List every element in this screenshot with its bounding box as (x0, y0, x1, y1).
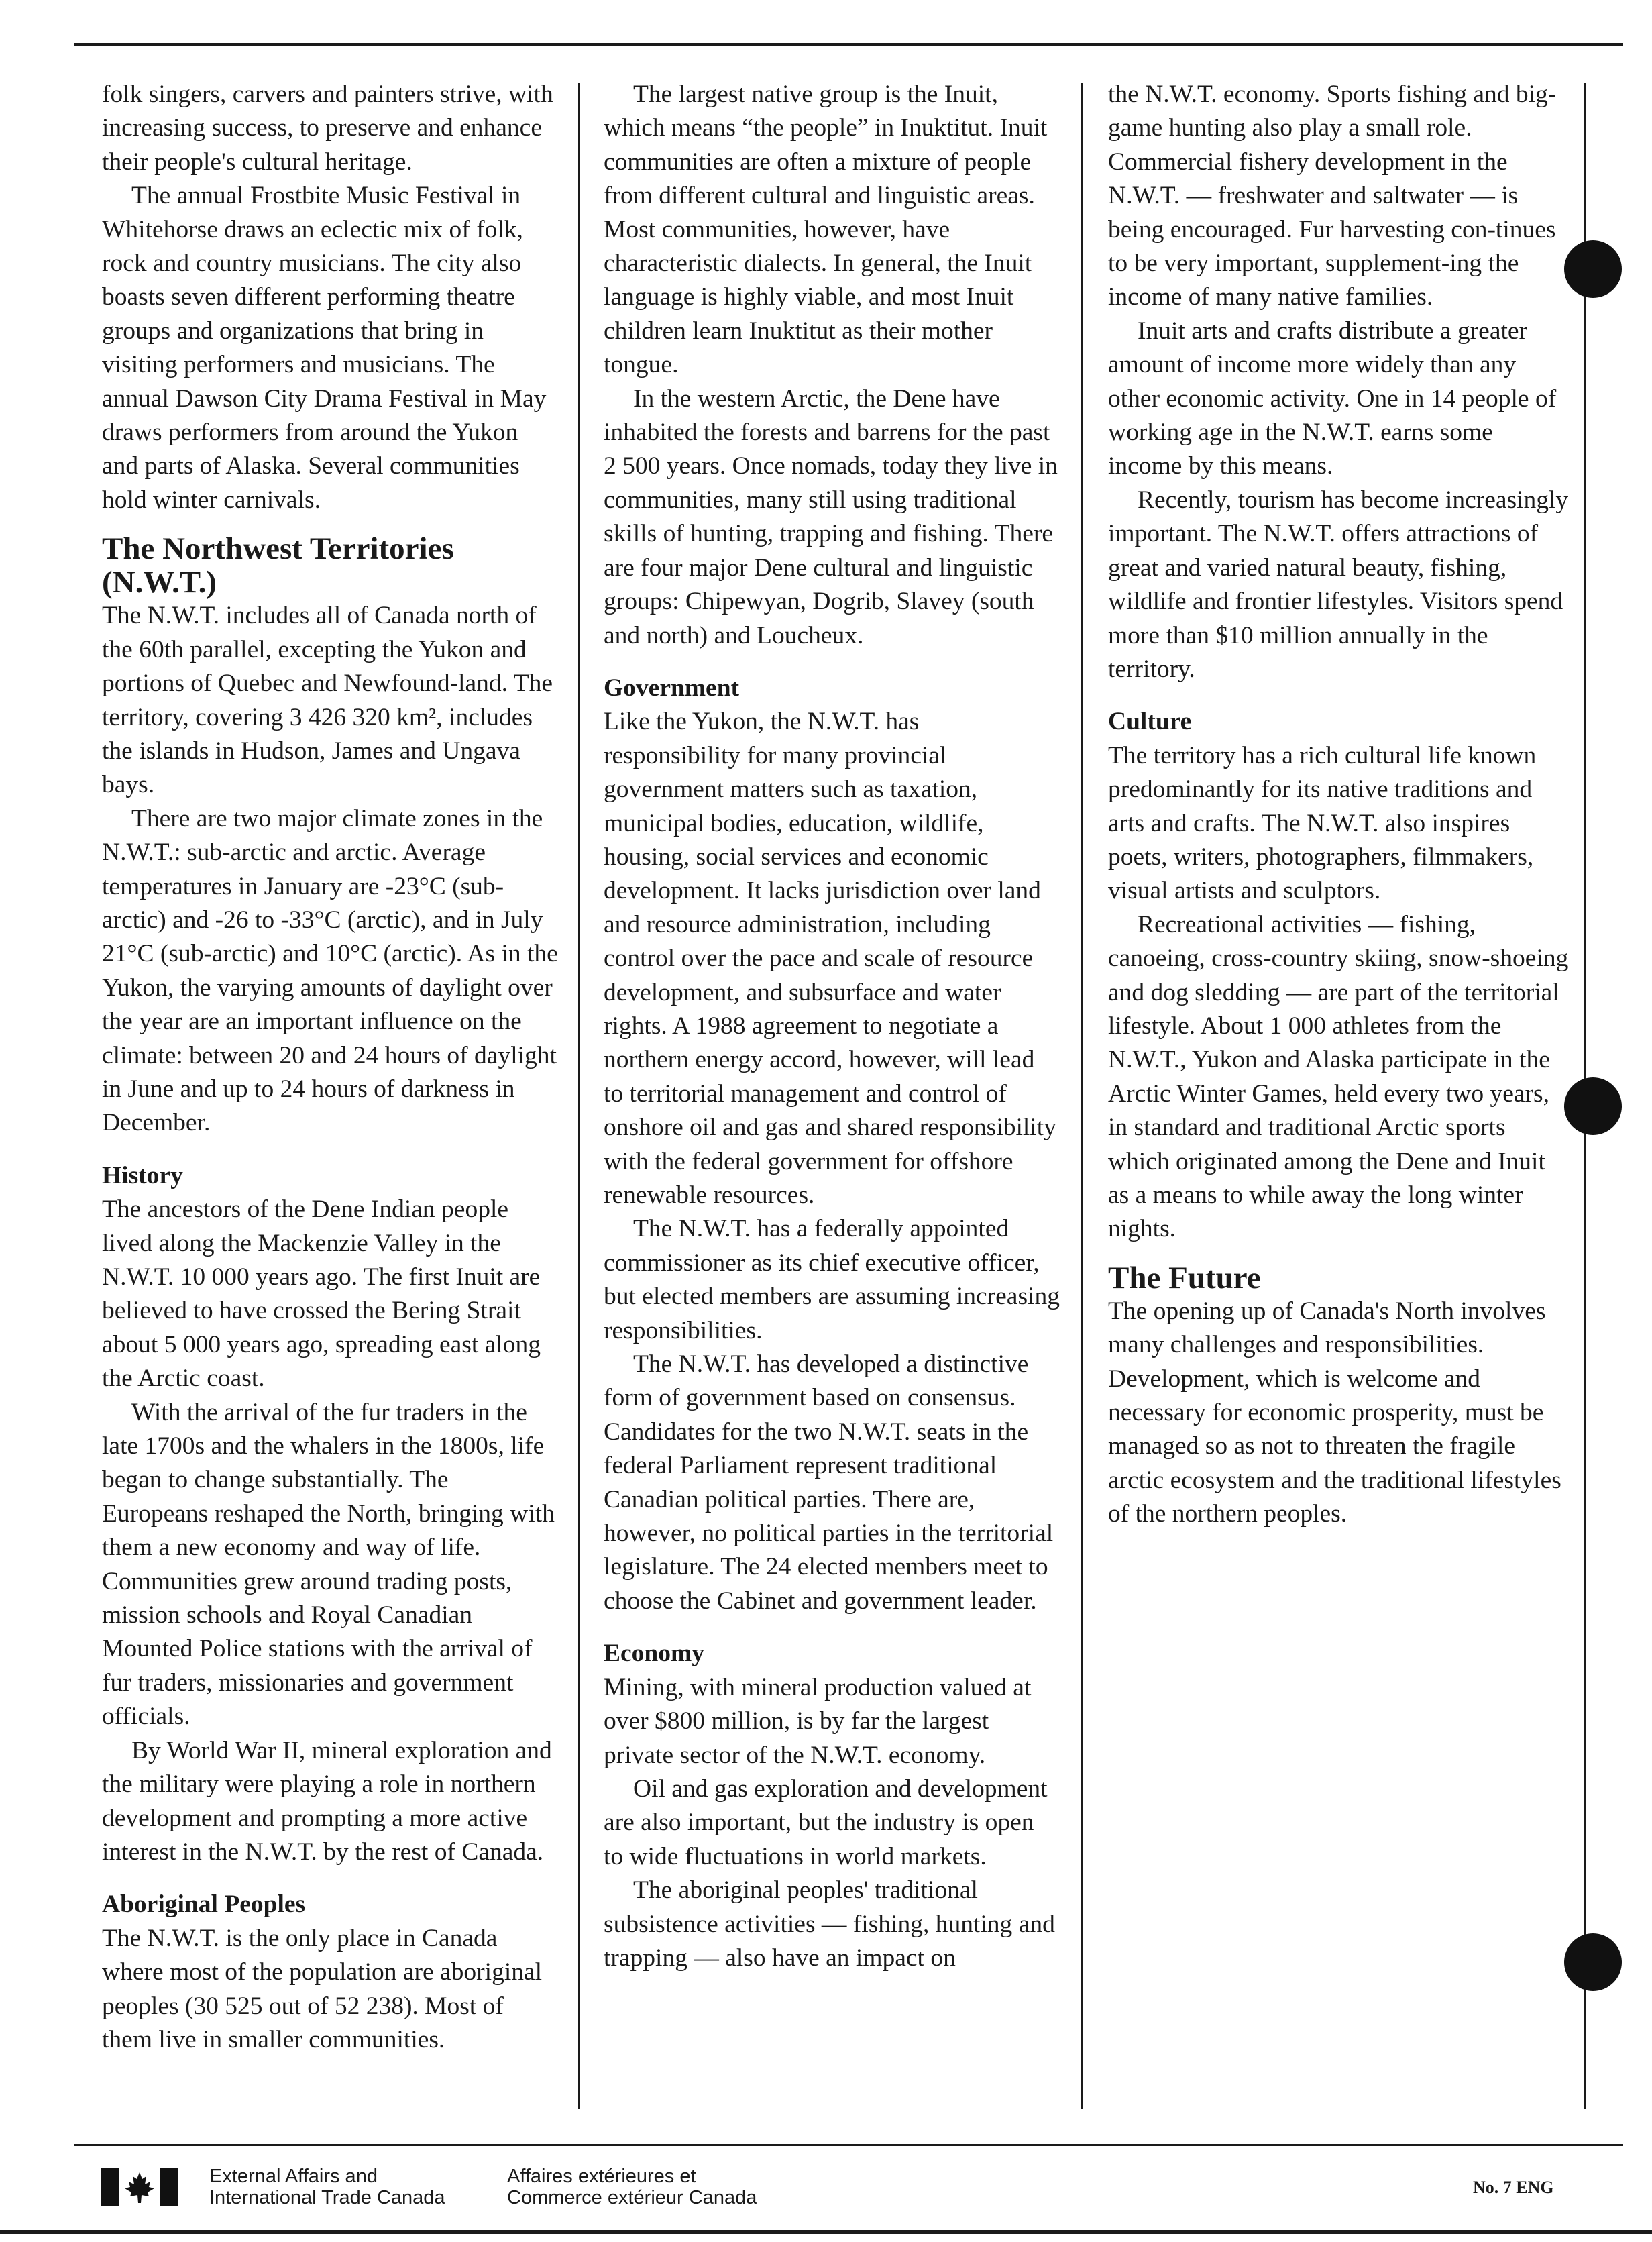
paragraph: the N.W.T. economy. Sports fishing and big-game hunting also play a small role. Commercial fishery development in the N.W.T. — freshwater and saltwater — is being encouraged. Fur harvesting con-tinues to be very important, supplement-ing the income of many native families. (1108, 81, 1557, 311)
column-2 (604, 78, 1060, 1975)
punch-hole-middle (1564, 1077, 1622, 1135)
paragraph: Recently, tourism has become increasingly important. The N.W.T. offers attractions of great and varied natural beauty, fishing, wildlife and frontier lifestyles. Visitors spend more than $10 million annually in the territory. (1108, 486, 1569, 683)
column-divider-1 (578, 83, 580, 2109)
paragraph: The N.W.T. has a federally appointed commissioner as its chief executive officer, but elected members are assuming increasing responsibilities. (604, 1215, 1060, 1344)
footer-top-rule (74, 2144, 1623, 2146)
paragraph: The largest native group is the Inuit, which means “the people” in Inuktitut. Inuit communities are often a mixture of people from different cultural and linguistic areas. Most communities, however, have characteristic dialects. In general, the Inuit language is highly viable, and most Inuit children learn Inuktitut as their mother tongue. (604, 81, 1048, 379)
department-name-french: Affaires extérieures et Commerce extérieur Canada (507, 2166, 757, 2208)
department-name-english: External Affairs and International Trade Canada (209, 2166, 445, 2208)
paragraph: In the western Arctic, the Dene have inhabited the forests and barrens for the past 2 500 years. Once nomads, today they live in communities, many still using traditional skills of hunting, trapping and fishing. There are four major Dene cultural and linguistic groups: Chipewyan, Dogrib, Slavey (south and north) and Loucheux. (604, 384, 1058, 649)
column-divider-2 (1081, 83, 1083, 2109)
canada-flag-icon (101, 2168, 178, 2206)
paragraph: The annual Frostbite Music Festival in Whitehorse draws an eclectic mix of folk, rock and country musicians. The city also boasts seven different performing theatre groups and organizations that bring in visiting performers and musicians. The annual Dawson City Drama Festival in May draws performers from around the Yukon and parts of Alaska. Several communities hold winter carnivals. (102, 182, 547, 514)
column-3 (1108, 78, 1571, 1532)
subsection-heading: Government (604, 674, 740, 702)
punch-hole-top (1564, 240, 1622, 298)
paragraph: The N.W.T. has developed a distinctive form of government based on consensus. Candidates for the two N.W.T. seats in the federal Parliament represent traditional Canadian political parties. There are, however, no political parties in the territorial legislature. The 24 elected members meet to choose the Cabinet and government leader. (604, 1350, 1054, 1615)
punch-hole-bottom (1564, 1933, 1622, 1991)
paragraph: Mining, with mineral production valued at over $800 million, is by far the largest private sector of the N.W.T. economy. (604, 1673, 1032, 1769)
subsection-heading: Economy (604, 1640, 704, 1668)
paragraph: The opening up of Canada's North involves many challenges and responsibilities. Development, which is welcome and necessary for economic prosperity, must be managed so as not to threaten the fragile arctic ecosystem and the traditional lifestyles of the northern peoples. (1108, 1297, 1561, 1528)
paragraph: By World War II, mineral exploration and the military were playing a role in northern development and prompting a more active interest in the N.W.T. by the rest of Canada. (102, 1736, 552, 1866)
paragraph: Like the Yukon, the N.W.T. has responsibility for many provincial government matters such as taxation, municipal bodies, education, wildlife, housing, social services and economic development. It lacks jurisdiction over land and resource administration, including control over the pace and scale of resource development, and subsurface and water rights. A 1988 agreement to negotiate a northern energy accord, however, will lead to territorial management and control of onshore oil and gas and shared responsibility with the federal government for offshore renewable resources. (604, 708, 1056, 1209)
paragraph: With the arrival of the fur traders in the late 1700s and the whalers in the 1800s, life began to change substantially. The Europeans reshaped the North, bringing with them a new economy and way of life. Communities grew around trading posts, mission schools and Royal Canadian Mounted Police stations with the arrival of fur traders, missionaries and government officials. (102, 1398, 555, 1731)
paragraph: Recreational activities — fishing, canoeing, cross-country skiing, snow-shoeing and dog sledding — are part of the territorial lifestyle. About 1 000 athletes from the N.W.T., Yukon and Alaska participate in the Arctic Winter Games, held every two years, in standard and traditional Arctic sports which originated among the Dene and Inuit as a means to while away the long winter nights. (1108, 910, 1569, 1243)
subsection-heading: Culture (1108, 708, 1192, 736)
subsection-heading: Aboriginal Peoples (102, 1890, 306, 1919)
section-heading: The Future (1108, 1260, 1261, 1295)
paragraph: The ancestors of the Dene Indian people lived along the Mackenzie Valley in the N.W.T. 10 000 years ago. The first Inuit are believed to have crossed the Bering Strait about 5 000 years ago, spreading east along the Arctic coast. (102, 1195, 541, 1393)
paragraph: The N.W.T. is the only place in Canada where most of the population are aboriginal peoples (30 525 out of 52 238). Most of them live in smaller communities. (102, 1924, 543, 2053)
top-rule (74, 43, 1623, 46)
paragraph: The aboriginal peoples' traditional subsistence activities — fishing, hunting and trapping — also have an impact on (604, 1876, 1055, 1972)
paragraph: The N.W.T. includes all of Canada north of the 60th parallel, excepting the Yukon and portions of Quebec and Newfound-land. The territory, covering 3 426 320 km², includes the islands in Hudson, James and Ungava bays. (102, 602, 553, 799)
paragraph: The territory has a rich cultural life known predominantly for its native traditions and arts and crafts. The N.W.T. also inspires poets, writers, photographers, filmmakers, visual artists and sculptors. (1108, 741, 1537, 905)
paragraph: Oil and gas exploration and development are also important, but the industry is open to wide fluctuations in world markets. (604, 1774, 1048, 1870)
paragraph: Inuit arts and crafts distribute a greater amount of income more widely than any other economic activity. One in 14 people of working age in the N.W.T. earns some income by this means. (1108, 317, 1557, 480)
paragraph: There are two major climate zones in the N.W.T.: sub-arctic and arctic. Average temperatures in January are -23°C (sub-arctic) and -26 to -33°C (arctic), and in July 21°C (sub-arctic) and 10°C (arctic). As in the Yukon, the varying amounts of daylight over the year are an important influence on the climate: between 20 and 24 hours of daylight in June and up to 24 hours of darkness in December. (102, 804, 558, 1137)
document-number: No. 7 ENG (1473, 2178, 1554, 2197)
bottom-rule (0, 2230, 1652, 2234)
subsection-heading: History (102, 1161, 183, 1189)
paragraph: folk singers, carvers and painters strive, with increasing success, to preserve and enhance their people's cultural heritage. (102, 81, 553, 176)
section-heading: The Northwest Territories (N.W.T.) (102, 531, 454, 600)
column-1 (102, 78, 558, 2057)
